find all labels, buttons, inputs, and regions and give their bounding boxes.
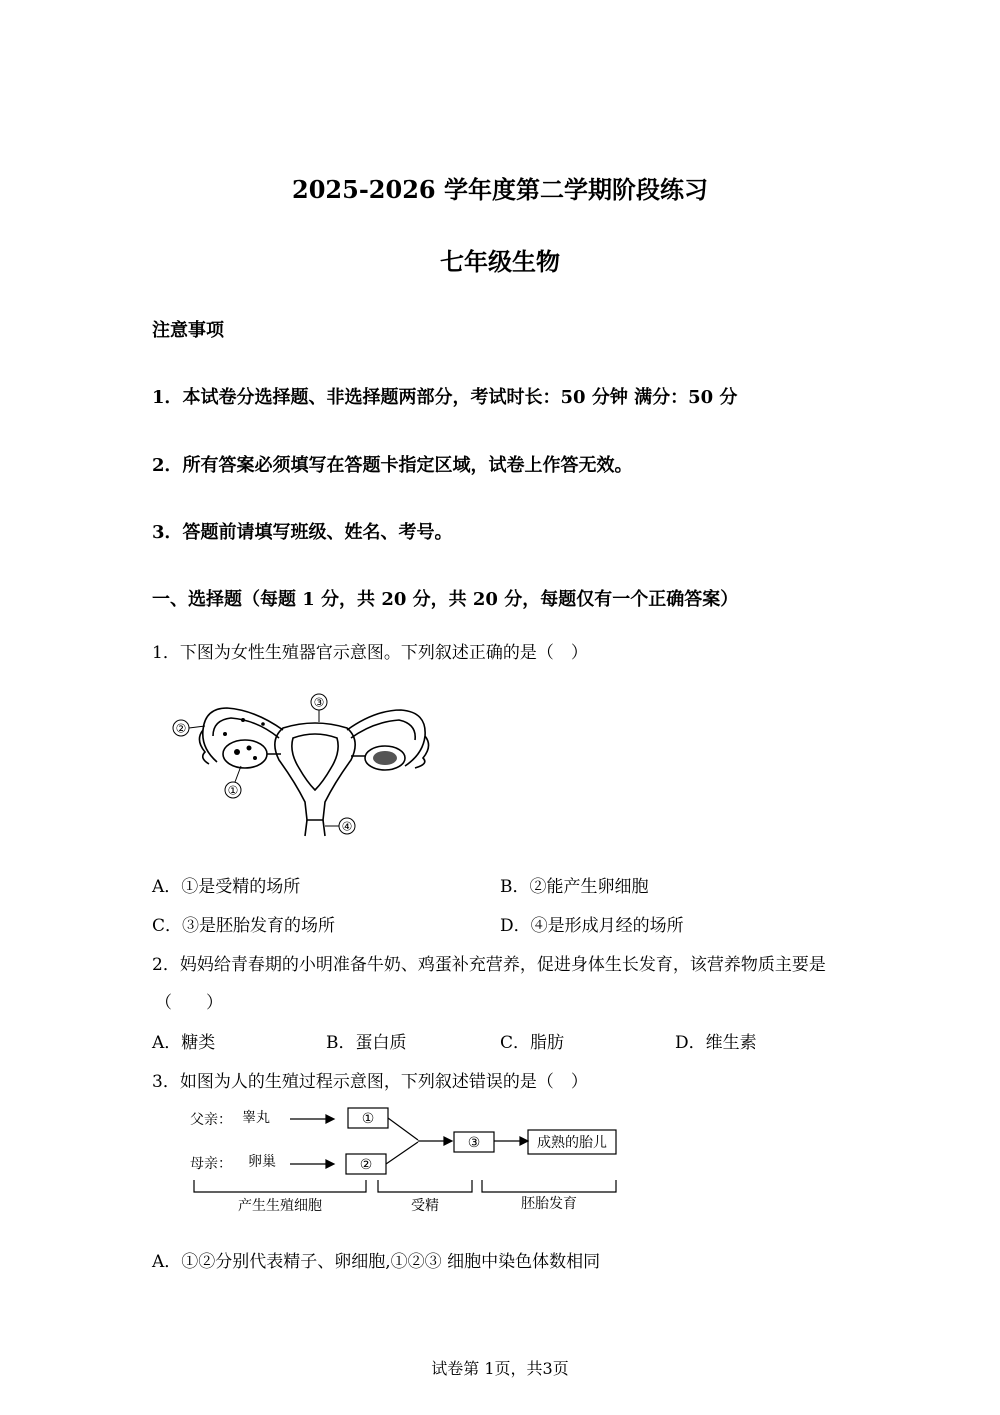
figure-label-2: ② xyxy=(175,721,187,736)
question-2-blank: （ ） xyxy=(155,993,223,1013)
fetus-label: 成熟的胎儿 xyxy=(537,1135,607,1151)
question-1-stem: 1．下图为女性生殖器官示意图。下列叙述正确的是（ ） xyxy=(152,643,588,663)
question-2-stem: 2．妈妈给青春期的小明准备牛奶、鸡蛋补充营养，促进身体生长发育，该营养物质主要是 xyxy=(152,955,826,975)
notice-item-3: 3．答题前请填写班级、姓名、考号。 xyxy=(152,522,453,543)
q2-option-b[interactable]: B．蛋白质 xyxy=(326,1033,407,1053)
ovary-label: 卵巢 xyxy=(248,1154,276,1170)
notice-item-2: 2．所有答案必须填写在答题卡指定区域，试卷上作答无效。 xyxy=(152,455,633,476)
reproduction-process-diagram xyxy=(180,1100,630,1220)
father-label: 父亲： xyxy=(190,1112,232,1128)
q1-option-a[interactable]: A．①是受精的场所 xyxy=(152,877,301,897)
testis-label: 睾丸 xyxy=(242,1110,270,1126)
section-heading: 一、选择题（每题 1 分，共 20 分，共 20 分，每题仅有一个正确答案） xyxy=(152,589,739,610)
figure-label-1: ① xyxy=(227,783,239,798)
q2-option-a[interactable]: A．糖类 xyxy=(152,1033,216,1053)
q1-option-c[interactable]: C．③是胚胎发育的场所 xyxy=(152,916,336,936)
q1-option-b[interactable]: B．②能产生卵细胞 xyxy=(500,877,649,897)
q2-option-d[interactable]: D．维生素 xyxy=(675,1033,757,1053)
figure-label-3: ③ xyxy=(313,695,325,710)
q1-option-d[interactable]: D．④是形成月经的场所 xyxy=(500,916,684,936)
box-1-label: ① xyxy=(361,1111,375,1127)
stage-fertilization-label: 受精 xyxy=(411,1198,439,1214)
box-3-label: ③ xyxy=(467,1135,481,1151)
page-subtitle: 七年级生物 xyxy=(440,247,560,276)
q3-option-a[interactable]: A．①②分别代表精子、卵细胞,①②③ 细胞中染色体数相同 xyxy=(152,1252,601,1272)
female-reproductive-figure xyxy=(165,690,435,840)
box-2-label: ② xyxy=(359,1157,373,1173)
page-footer: 试卷第 1页，共3页 xyxy=(431,1359,569,1378)
stage-gamete-label: 产生生殖细胞 xyxy=(238,1198,322,1214)
q2-option-c[interactable]: C．脂肪 xyxy=(500,1033,565,1053)
figure-label-4: ④ xyxy=(341,819,353,834)
stage-embryo-label: 胚胎发育 xyxy=(521,1196,577,1212)
page-title: 2025-2026 学年度第二学期阶段练习 xyxy=(292,175,708,204)
mother-label: 母亲： xyxy=(190,1156,232,1172)
notice-heading: 注意事项 xyxy=(152,320,224,341)
question-3-stem: 3．如图为人的生殖过程示意图，下列叙述错误的是（ ） xyxy=(152,1072,588,1092)
notice-item-1: 1．本试卷分选择题、非选择题两部分，考试时长：50 分钟 满分：50 分 xyxy=(152,387,738,408)
